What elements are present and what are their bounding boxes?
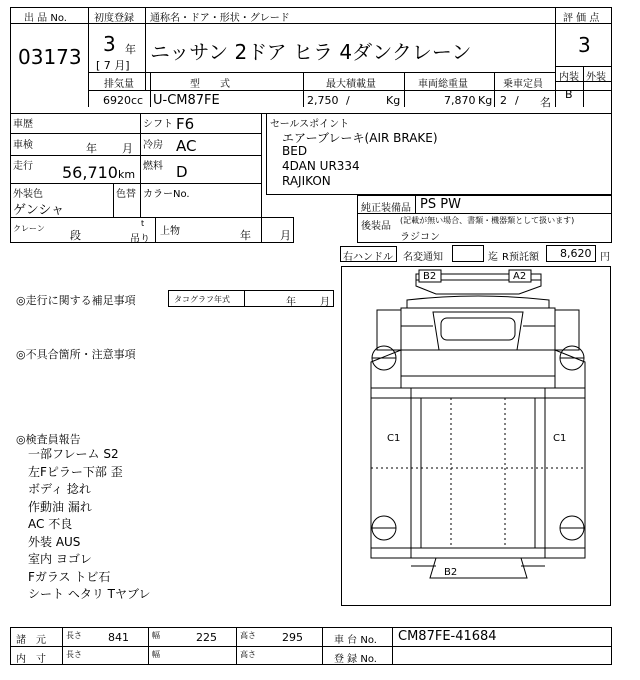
mileage-unit: km xyxy=(118,168,136,181)
mark-c1-right: C1 xyxy=(553,433,567,444)
gvw-unit: Kg xyxy=(478,94,493,107)
gvw-label: 車両総重量 xyxy=(418,79,468,90)
first-reg-month: [ 7 月] xyxy=(96,59,130,72)
inner-height-label: 高さ xyxy=(240,650,256,659)
shift-label: シフト xyxy=(143,119,173,130)
color-label: 外装色 xyxy=(13,189,43,200)
sales-label: セールスポイント xyxy=(270,119,350,130)
capacity-slash: / xyxy=(515,94,519,107)
capacity-label: 乗車定員 xyxy=(503,79,543,90)
wait-label: 迄 xyxy=(488,252,498,263)
first-reg-year: 3 xyxy=(103,32,116,56)
score: 3 xyxy=(578,33,591,57)
sales-line-4: RAJIKON xyxy=(282,174,331,188)
interior-label: 内装 xyxy=(559,72,579,83)
recycle-amount: 8,620 xyxy=(560,247,592,260)
color-no-label: カラーNo. xyxy=(143,189,190,200)
name-change-box xyxy=(452,245,484,262)
crane-tons: t xyxy=(141,219,145,228)
chassis-label: 車 台 No. xyxy=(334,635,377,646)
defect-notes-title: ◎不具合箇所・注意事項 xyxy=(16,348,136,361)
mark-b2-rear: B2 xyxy=(444,567,458,578)
inspector-title: ◎検査員報告 xyxy=(16,433,81,446)
first-reg-year-unit: 年 xyxy=(125,43,136,56)
driving-notes-title: ◎走行に関する補足事項 xyxy=(16,294,136,307)
displacement-unit: cc xyxy=(131,94,144,107)
tacho-label: タコグラフ年式 xyxy=(174,295,230,304)
inspector-item: 作動油 漏れ xyxy=(28,499,92,514)
inner-length-label: 長さ xyxy=(66,650,82,659)
lot-no: 03173 xyxy=(18,45,82,69)
mark-a2-top: A2 xyxy=(513,271,527,282)
mileage: 56,710 xyxy=(62,163,118,182)
sales-line-1: エアーブレーキ(AIR BRAKE) xyxy=(282,131,438,145)
registration-label: 登 録 No. xyxy=(334,654,377,665)
max-load: 2,750 xyxy=(307,94,339,107)
upper-year: 年 xyxy=(240,229,251,242)
crane-stage: 段 xyxy=(70,229,81,242)
mileage-label: 走行 xyxy=(13,161,33,172)
color-change-label: 色替 xyxy=(116,189,136,200)
inspector-list xyxy=(28,446,150,604)
oem-value: PS PW xyxy=(420,197,461,212)
lot-no-label: 出 品 No. xyxy=(24,13,67,24)
crane-lift: 吊り xyxy=(130,234,150,245)
name-change-label: 名変通知 xyxy=(403,252,443,263)
length: 841 xyxy=(108,631,129,644)
height: 295 xyxy=(282,631,303,644)
upper-label: 上物 xyxy=(160,226,180,237)
fuel: D xyxy=(176,163,188,181)
inspection-month: 月 xyxy=(122,142,133,155)
inspector-item: シート ヘタリ Tヤブレ xyxy=(28,587,151,601)
mark-c1-left: C1 xyxy=(387,433,401,444)
inner-width-label: 幅 xyxy=(152,650,160,659)
inspector-item: AC 不良 xyxy=(28,517,73,531)
truck-diagram xyxy=(341,266,611,606)
fuel-label: 燃料 xyxy=(143,161,163,172)
recycle-label: R预託額 xyxy=(502,252,539,263)
aftermarket-value: ラジコン xyxy=(400,232,440,243)
sales-line-2: BED xyxy=(282,144,308,158)
crane-label: クレーン xyxy=(13,224,45,233)
upper-month: 月 xyxy=(280,229,291,242)
rhd-label: 右ハンドル xyxy=(343,252,393,263)
sales-line-3: 4DAN UR334 xyxy=(282,159,360,173)
shift: F6 xyxy=(176,115,195,133)
tacho-month: 月 xyxy=(320,297,330,308)
first-reg-label: 初度登録 xyxy=(94,13,134,24)
max-load-label: 最大積載量 xyxy=(326,79,376,90)
upper-row-frame xyxy=(155,217,294,243)
model-code-label: 型 式 xyxy=(190,79,230,90)
aftermarket-label: 後装品 xyxy=(361,221,391,232)
model-name: ニッサン 2ドア ヒラ 4ダンクレーン xyxy=(150,40,472,64)
score-label: 評 価 点 xyxy=(563,13,600,24)
exterior-label: 外装 xyxy=(586,72,606,83)
oem-label: 純正装備品 xyxy=(361,203,411,214)
max-load-unit: Kg xyxy=(386,94,401,107)
ac: AC xyxy=(176,137,197,155)
inspector-item: 左Fピラー下部 歪 xyxy=(28,464,123,479)
inner-dims-label: 内 寸 xyxy=(16,654,46,665)
inspection-label: 車検 xyxy=(13,140,33,151)
width: 225 xyxy=(196,631,217,644)
displacement: 6920 xyxy=(103,94,131,107)
length-label: 長さ xyxy=(66,631,82,640)
grade-label: 通称名・ドア・形状・グレード xyxy=(150,13,290,24)
color: ゲンシャ xyxy=(13,203,65,218)
width-label: 幅 xyxy=(152,631,160,640)
capacity-unit: 名 xyxy=(540,96,551,109)
interior-grade: B xyxy=(565,88,573,101)
inspector-item: Fガラス トビ石 xyxy=(28,569,111,584)
max-load-slash: / xyxy=(346,94,350,107)
recycle-yen: 円 xyxy=(600,252,610,263)
model-code: U-CM87FE xyxy=(153,93,220,108)
history-label: 車歴 xyxy=(13,119,33,130)
ac-label: 冷房 xyxy=(143,140,163,151)
gvw: 7,870 xyxy=(444,94,476,107)
tacho-year: 年 xyxy=(286,297,296,308)
height-label: 高さ xyxy=(240,631,256,640)
inspector-item: 室内 ヨゴレ xyxy=(28,552,92,566)
capacity: 2 xyxy=(500,94,507,107)
aftermarket-note: (記載が無い場合、書類・機器類として扱います) xyxy=(400,216,575,225)
inspection-year: 年 xyxy=(86,142,97,155)
inspector-item: ボディ 捻れ xyxy=(28,482,91,496)
inspector-item: 一部フレーム S2 xyxy=(28,447,119,461)
dims-label: 諸 元 xyxy=(16,635,46,646)
chassis-no: CM87FE-41684 xyxy=(398,629,497,644)
inspector-item: 外装 AUS xyxy=(28,534,81,549)
displacement-label: 排気量 xyxy=(104,79,134,90)
mark-b2-top: B2 xyxy=(423,271,437,282)
